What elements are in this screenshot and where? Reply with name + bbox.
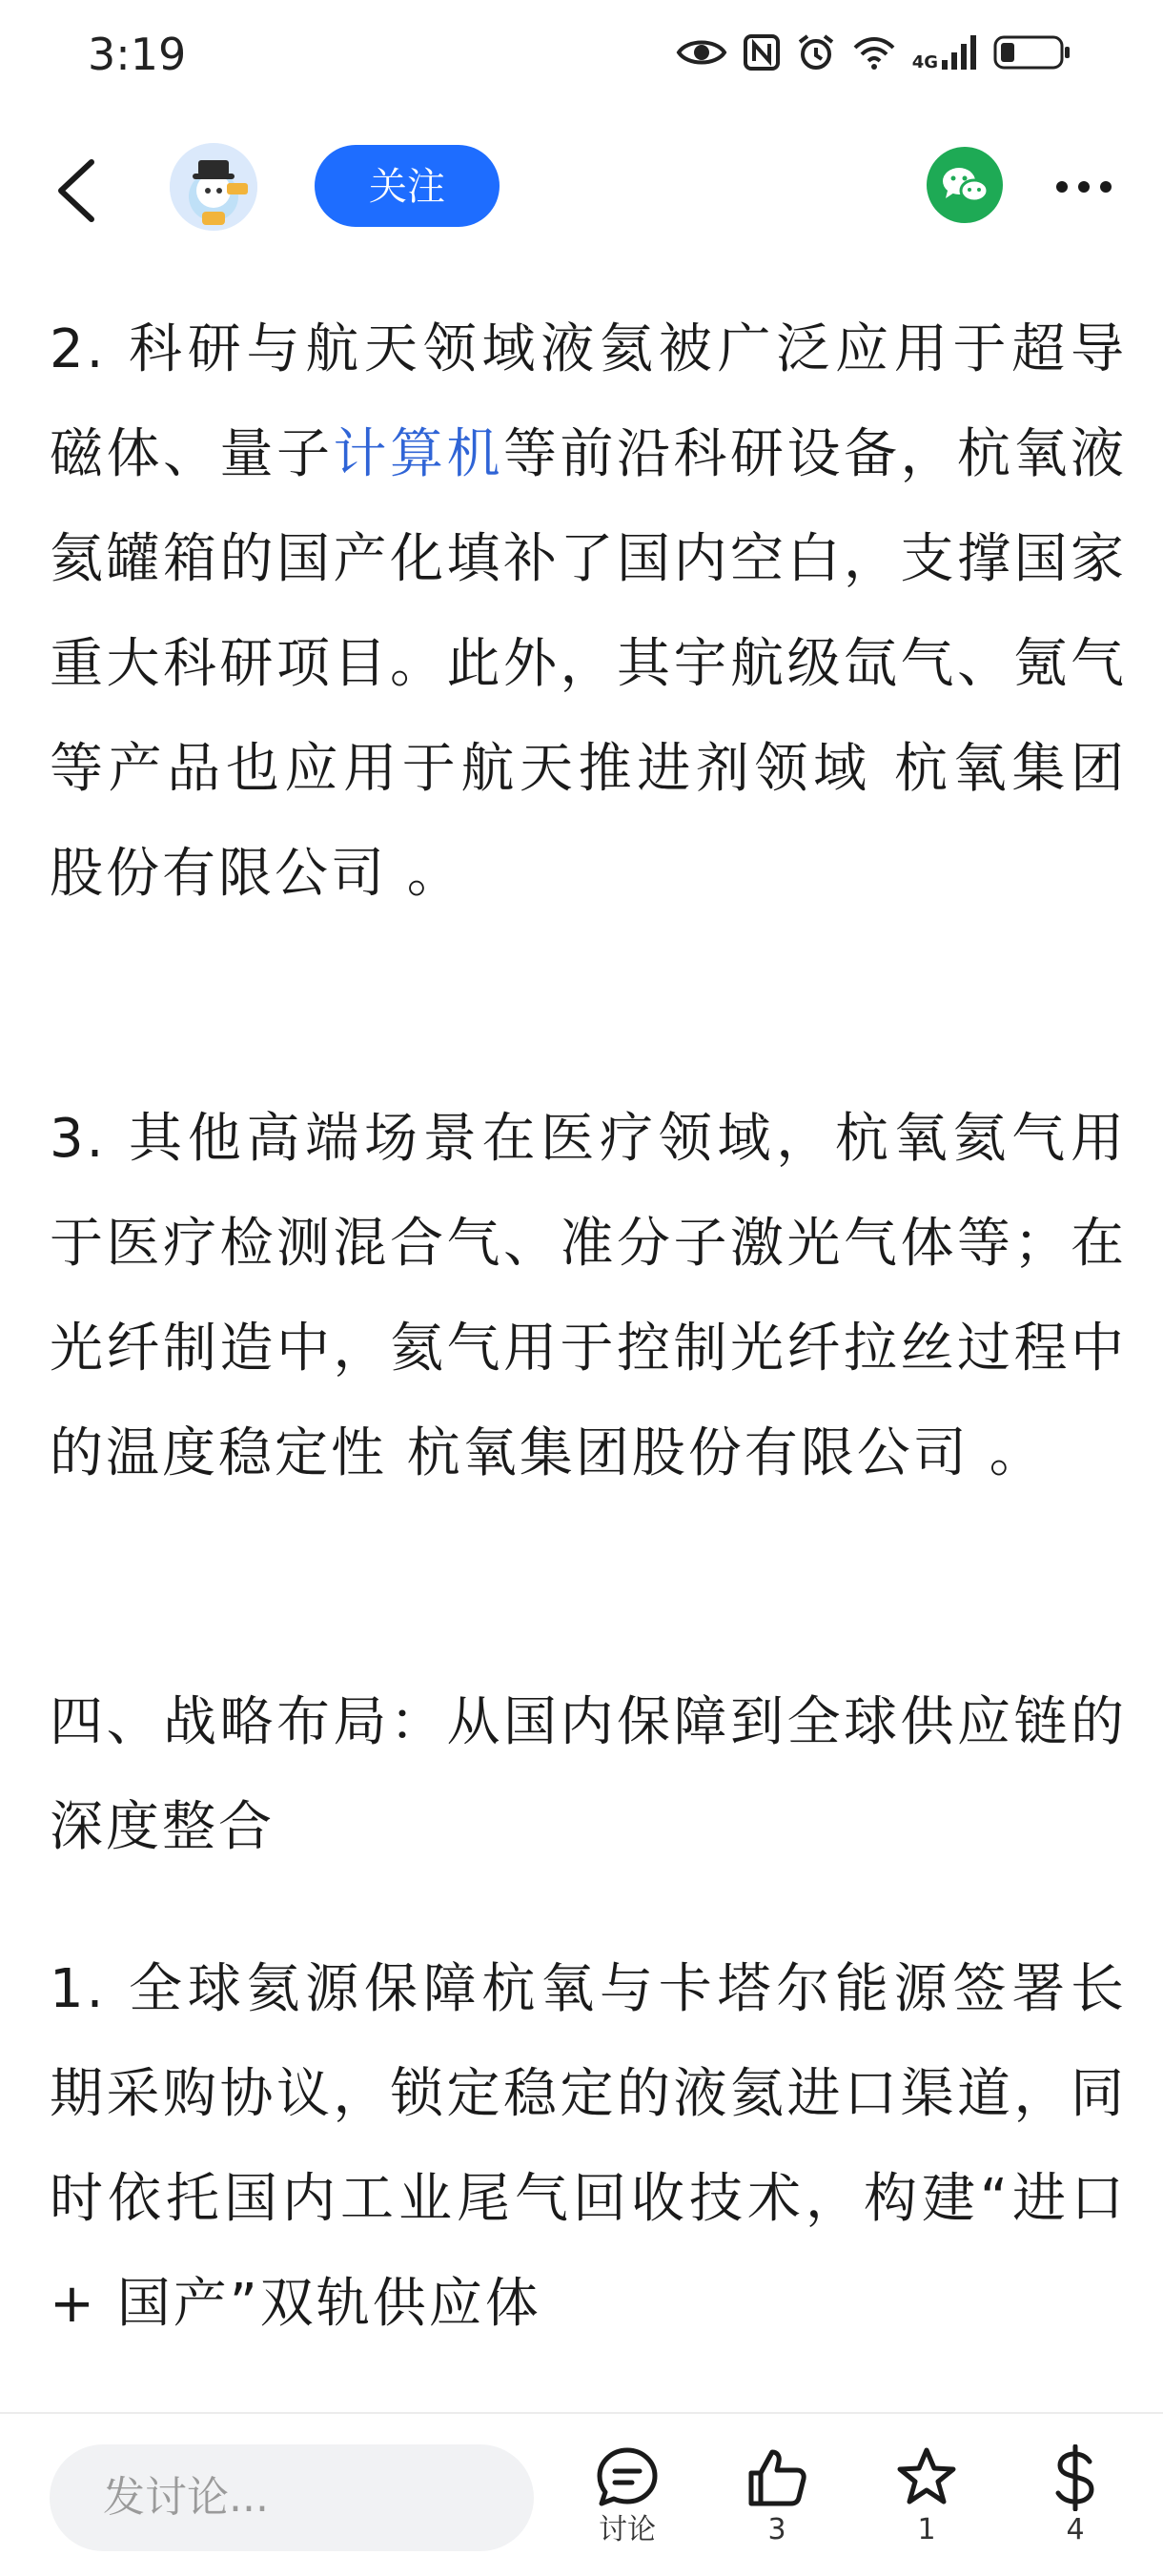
network-label: 4G (911, 52, 938, 72)
thumbs-up-icon (744, 2444, 810, 2511)
nfc-icon (743, 33, 781, 72)
discuss-button[interactable] (580, 2444, 675, 2547)
section-heading-strategy: 四、战略布局：从国内保障到全球供应链的深度整合 (50, 1691, 1127, 1858)
like-button[interactable] (729, 2444, 825, 2547)
reward-button[interactable] (1028, 2444, 1123, 2547)
follow-button[interactable]: 关注 (315, 145, 500, 227)
more-icon (1051, 168, 1117, 206)
more-options-button[interactable] (1051, 168, 1117, 206)
signal-indicator (912, 33, 978, 72)
back-arrow-icon (44, 154, 111, 227)
like-count: 3 (767, 2513, 786, 2546)
signal-icon (940, 33, 978, 72)
comment-input[interactable]: 发讨论... (50, 2444, 534, 2551)
star-icon (893, 2444, 960, 2511)
eye-icon (676, 35, 727, 70)
reward-count: 4 (1066, 2513, 1085, 2546)
paragraph-text: 2. 科研与航天领域液氦被广泛应用于超导磁体、量子 (50, 318, 1127, 485)
paragraph-text: 等前沿科研设备，杭氧液氦罐箱的国产化填补了国内空白，支撑国家重大科研项目。此外，其宇航级氙气、氪气等产品也应用于航天推进剂领域 杭氧集团股份有限公司 。 (50, 423, 1127, 905)
status-bar (0, 0, 1163, 114)
bottom-action-bar (0, 2412, 1163, 2576)
paragraph-global-helium: 1. 全球氦源保障杭氧与卡塔尔能源签署长期采购协议，锁定稳定的液氦进口渠道，同时依托国内工业尾气回收技术，构建“进口 + 国产”双轨供应体 (50, 1958, 1127, 2335)
wechat-icon (927, 147, 1003, 223)
top-nav (0, 133, 1163, 248)
discuss-icon (594, 2444, 661, 2511)
favorite-button[interactable] (879, 2444, 974, 2547)
back-button[interactable] (44, 154, 111, 227)
paragraph-other-scenarios: 3. 其他高端场景在医疗领域，杭氧氦气用于医疗检测混合气、准分子激光气体等；在光纤制造中，氦气用于控制光纤拉丝过程中的温度稳定性 杭氧集团股份有限公司 。 (50, 1108, 1127, 1484)
status-icons (676, 32, 1071, 72)
alarm-icon (796, 32, 836, 72)
status-time: 3:19 (88, 29, 187, 80)
author-avatar[interactable] (170, 143, 257, 231)
battery-icon (993, 33, 1071, 72)
discuss-label: 讨论 (599, 2513, 656, 2546)
dollar-icon (1042, 2444, 1109, 2511)
paragraph-research-aerospace (50, 297, 1127, 927)
favorite-count: 1 (917, 2513, 936, 2546)
avatar (170, 143, 257, 231)
computer-link[interactable]: 计算机 (333, 423, 503, 485)
wifi-icon (851, 34, 897, 71)
wechat-share-button[interactable] (927, 147, 1003, 223)
